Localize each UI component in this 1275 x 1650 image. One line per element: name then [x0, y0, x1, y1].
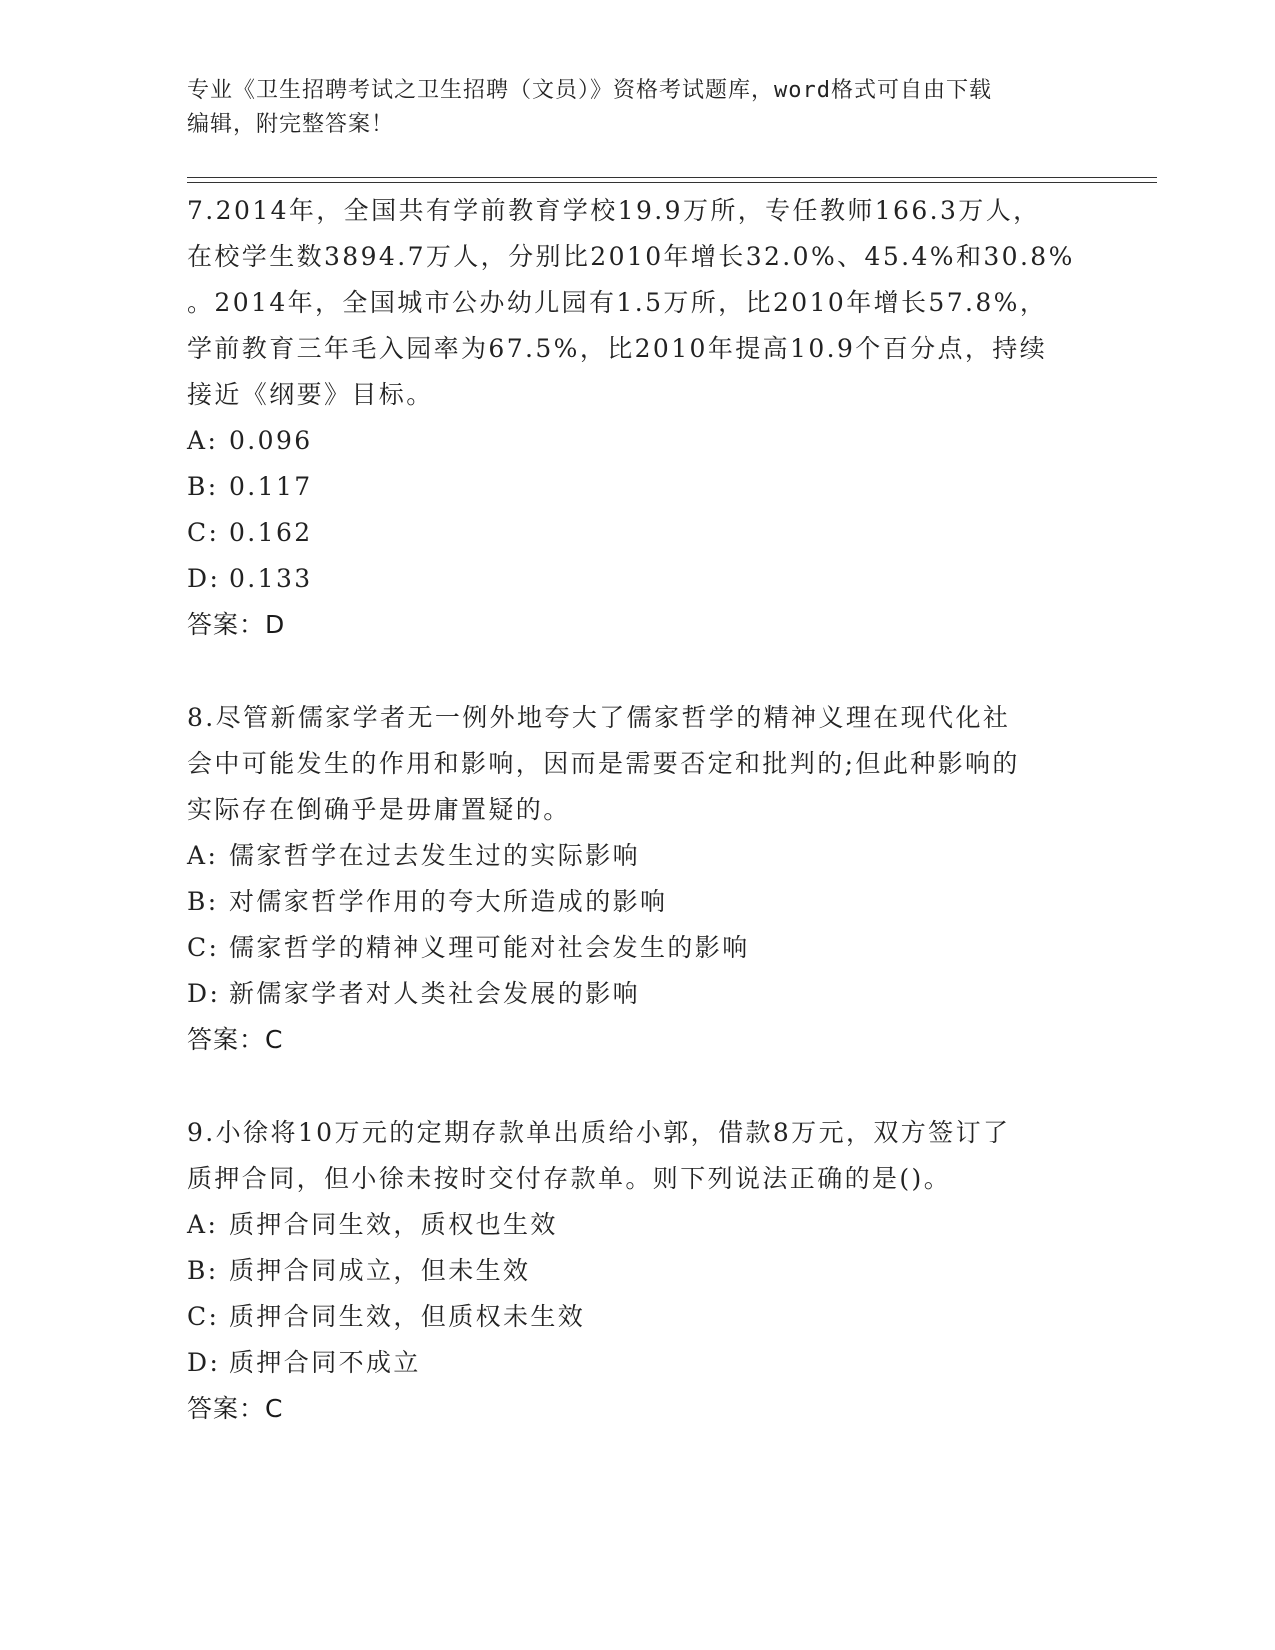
- stem-line: 接近《纲要》目标。: [187, 380, 434, 409]
- option-letter: B:: [187, 887, 219, 916]
- option-letter: B:: [187, 1256, 219, 1285]
- question-stem: [187, 1110, 1087, 1202]
- option-text: 儒家哲学的精神义理可能对社会发生的影响: [229, 933, 750, 962]
- question-stem: [187, 695, 1087, 833]
- option-letter: D:: [187, 1348, 221, 1377]
- option-text: 质押合同成立，但未生效: [229, 1256, 531, 1285]
- option-text: 儒家哲学在过去发生过的实际影响: [229, 841, 641, 870]
- option-text: 对儒家哲学作用的夸大所造成的影响: [229, 887, 668, 916]
- document-header: [187, 74, 1087, 142]
- question-list: [187, 188, 1087, 1479]
- option-a: [187, 1202, 1087, 1248]
- stem-line: 质押合同，但小徐未按时交付存款单。则下列说法正确的是()。: [187, 1164, 952, 1193]
- option-d: [187, 556, 1087, 602]
- option-text: 0.096: [229, 426, 313, 455]
- option-b: [187, 1248, 1087, 1294]
- question-stem: [187, 188, 1087, 418]
- option-b: [187, 879, 1087, 925]
- option-text: 质押合同生效，但质权未生效: [229, 1302, 586, 1331]
- option-text: 0.117: [229, 472, 313, 501]
- option-letter: A:: [187, 841, 219, 870]
- option-d: [187, 1340, 1087, 1386]
- option-letter: C:: [187, 933, 220, 962]
- option-d: [187, 971, 1087, 1017]
- option-text: 质押合同不成立: [229, 1348, 421, 1377]
- option-text: 质押合同生效，质权也生效: [229, 1210, 558, 1239]
- question-7: [187, 188, 1087, 648]
- stem-line: 在校学生数3894.7万人，分别比2010年增长32.0%、45.4%和30.8%: [187, 242, 1075, 271]
- option-a: [187, 833, 1087, 879]
- option-letter: D:: [187, 979, 221, 1008]
- stem-line: 会中可能发生的作用和影响，因而是需要否定和批判的;但此种影响的: [187, 749, 1020, 778]
- stem-line: 实际存在倒确乎是毋庸置疑的。: [187, 795, 571, 824]
- option-text: 新儒家学者对人类社会发展的影响: [229, 979, 641, 1008]
- question-9: [187, 1110, 1087, 1432]
- option-letter: C:: [187, 1302, 220, 1331]
- option-letter: A:: [187, 426, 219, 455]
- option-letter: C:: [187, 518, 220, 547]
- stem-line: 学前教育三年毛入园率为67.5%，比2010年提高10.9个百分点，持续: [187, 334, 1048, 363]
- option-c: [187, 925, 1087, 971]
- header-divider-bottom: [187, 182, 1157, 183]
- option-text: 0.133: [229, 564, 313, 593]
- stem-line: 8.尽管新儒家学者无一例外地夸大了儒家哲学的精神义理在现代化社: [187, 703, 1011, 732]
- option-c: [187, 510, 1087, 556]
- option-letter: B:: [187, 472, 219, 501]
- answer-line: 答案：C: [187, 1025, 284, 1054]
- stem-line: 。2014年，全国城市公办幼儿园有1.5万所，比2010年增长57.8%，: [187, 288, 1048, 317]
- answer-line: 答案：C: [187, 1394, 284, 1423]
- option-a: [187, 418, 1087, 464]
- option-letter: D:: [187, 564, 221, 593]
- option-letter: A:: [187, 1210, 219, 1239]
- question-8: [187, 695, 1087, 1063]
- header-line-2: 编辑，附完整答案！: [187, 112, 395, 137]
- header-divider-top: [187, 177, 1157, 178]
- option-b: [187, 464, 1087, 510]
- stem-line: 9.小徐将10万元的定期存款单出质给小郭，借款8万元，双方签订了: [187, 1118, 1011, 1147]
- answer-line: 答案：D: [187, 610, 286, 639]
- stem-line: 7.2014年，全国共有学前教育学校19.9万所，专任教师166.3万人，: [187, 196, 1041, 225]
- option-c: [187, 1294, 1087, 1340]
- option-text: 0.162: [229, 518, 313, 547]
- header-line-1: 专业《卫生招聘考试之卫生招聘（文员）》资格考试题库，word格式可自由下载: [187, 78, 992, 103]
